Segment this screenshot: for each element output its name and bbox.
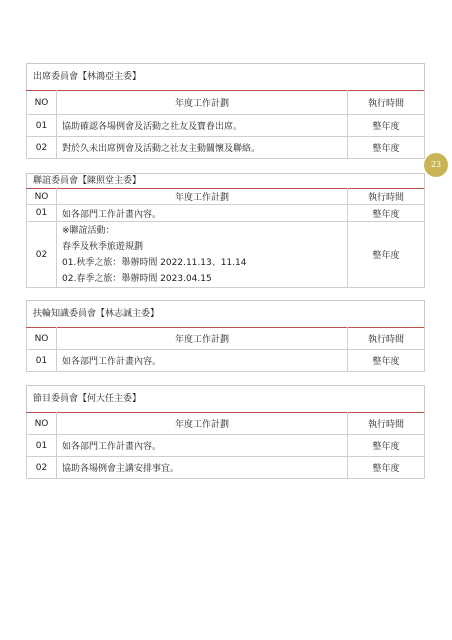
row-time: 整年度 xyxy=(348,137,425,159)
section-title: 聯誼委員會【陳照堂主委】 xyxy=(26,173,425,188)
section-title: 扶輪知識委員會【林志誠主委】 xyxy=(26,300,425,327)
row-time: 整年度 xyxy=(348,222,425,288)
row-no: 02 xyxy=(27,222,57,288)
plan-line: 01.秋季之旅：舉辦時間 2022.11.13、11.14 xyxy=(62,257,247,268)
plan-line: ※聯誼活動： xyxy=(62,225,115,236)
table-header-row xyxy=(27,413,425,435)
header-no: NO xyxy=(27,413,57,435)
table-row xyxy=(27,115,425,137)
committee-section-fellowship xyxy=(26,173,425,288)
row-no: 01 xyxy=(27,350,57,372)
committee-section-attendance xyxy=(26,63,425,159)
row-no: 01 xyxy=(27,115,57,137)
row-plan: 協助確認各場例會及活動之社友及寶眷出席。 xyxy=(57,115,348,137)
table-row xyxy=(27,205,425,222)
row-time: 整年度 xyxy=(348,350,425,372)
table-header-row xyxy=(27,189,425,205)
table-header-row xyxy=(27,328,425,350)
section-title: 節目委員會【何大任主委】 xyxy=(26,385,425,412)
row-time: 整年度 xyxy=(348,457,425,479)
row-no: 01 xyxy=(27,205,57,222)
table-row xyxy=(27,350,425,372)
header-plan: 年度工作計劃 xyxy=(57,328,348,350)
plan-table xyxy=(26,412,425,479)
row-time: 整年度 xyxy=(348,435,425,457)
row-plan: 如各部門工作計畫內容。 xyxy=(57,350,348,372)
page-number-badge: 23 xyxy=(424,153,448,177)
row-plan: 如各部門工作計畫內容。 xyxy=(57,205,348,222)
header-time: 執行時間 xyxy=(348,413,425,435)
header-plan: 年度工作計劃 xyxy=(57,91,348,115)
header-plan: 年度工作計劃 xyxy=(57,189,348,205)
row-time: 整年度 xyxy=(348,205,425,222)
header-no: NO xyxy=(27,328,57,350)
row-plan: 協助各場例會主講安排事宜。 xyxy=(57,457,348,479)
row-no: 02 xyxy=(27,457,57,479)
header-time: 執行時間 xyxy=(348,91,425,115)
row-no: 02 xyxy=(27,137,57,159)
committee-section-program xyxy=(26,385,425,479)
row-plan-multiline xyxy=(57,222,348,288)
header-time: 執行時間 xyxy=(348,328,425,350)
section-title: 出席委員會【林鴻亞主委】 xyxy=(26,63,425,90)
header-plan: 年度工作計劃 xyxy=(57,413,348,435)
table-row xyxy=(27,137,425,159)
plan-table xyxy=(26,188,425,288)
header-time: 執行時間 xyxy=(348,189,425,205)
row-no: 01 xyxy=(27,435,57,457)
table-row xyxy=(27,222,425,288)
header-no: NO xyxy=(27,189,57,205)
row-plan: 對於久未出席例會及活動之社友主動關懷及聯絡。 xyxy=(57,137,348,159)
table-header-row xyxy=(27,91,425,115)
plan-table xyxy=(26,90,425,159)
plan-line: 春季及秋季旅遊規劃 xyxy=(62,241,144,252)
plan-line: 02.春季之旅：舉辦時間 2023.04.15 xyxy=(62,273,212,284)
header-no: NO xyxy=(27,91,57,115)
row-time: 整年度 xyxy=(348,115,425,137)
table-row xyxy=(27,435,425,457)
table-row xyxy=(27,457,425,479)
row-plan: 如各部門工作計畫內容。 xyxy=(57,435,348,457)
committee-section-rotary-knowledge xyxy=(26,300,425,372)
plan-table xyxy=(26,327,425,372)
